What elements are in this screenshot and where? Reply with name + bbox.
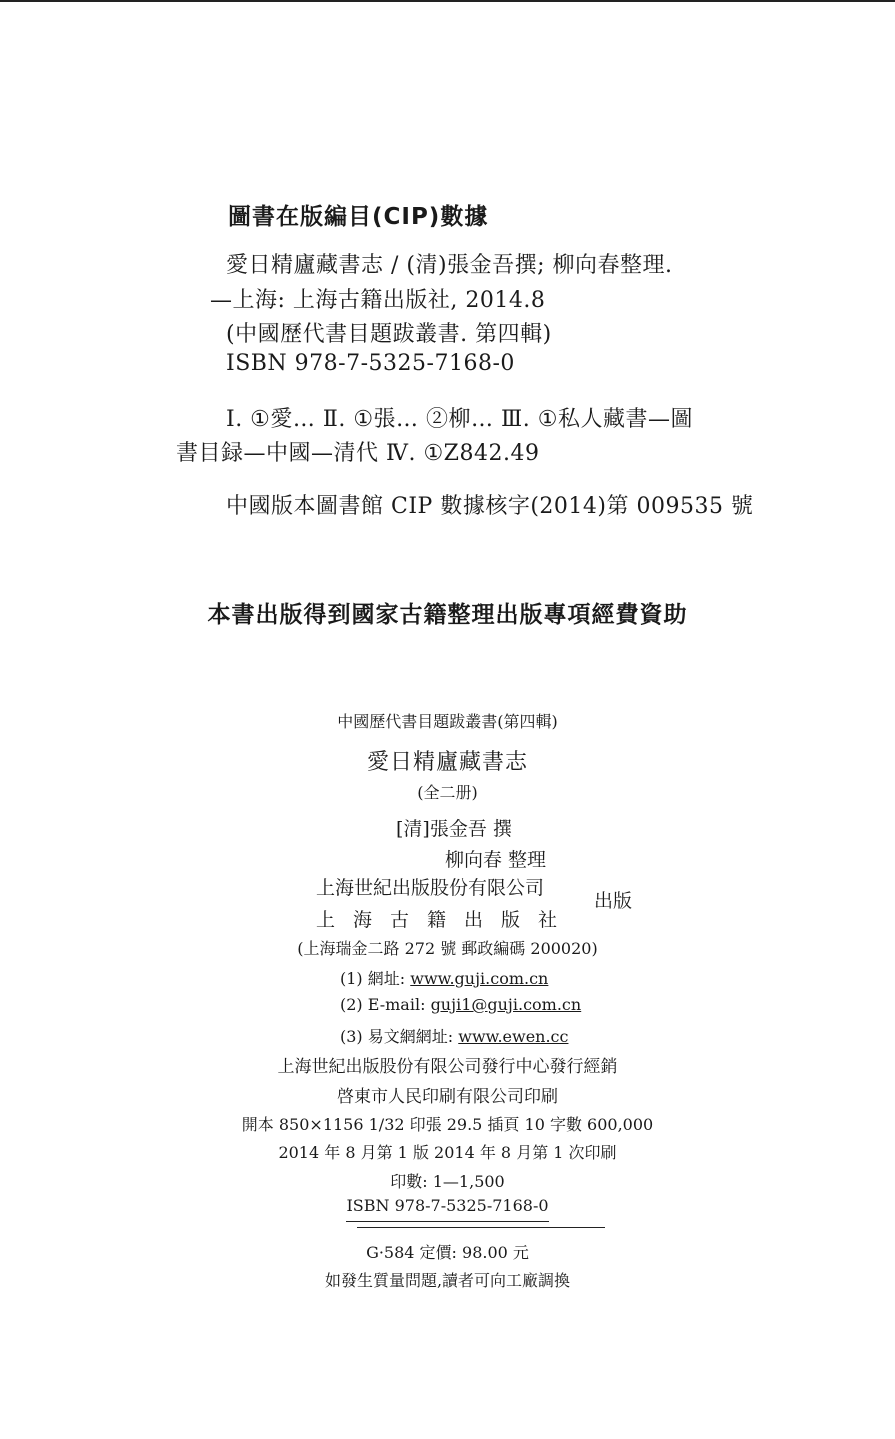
cip-isbn-line: ISBN 978-7-5325-7168-0: [226, 351, 515, 376]
cip-series-line: (中國歷代書目題跋叢書. 第四輯): [226, 322, 552, 347]
colophon-publisher-block: [316, 872, 633, 936]
printer-line: 啓東市人民印刷有限公司印刷: [337, 1087, 558, 1107]
email-label: (2) E-mail:: [340, 995, 426, 1014]
quality-note: 如發生質量問題,讀者可向工廠調換: [324, 1271, 571, 1290]
publisher-name: 上海古籍出版社: [316, 909, 576, 931]
published-label: 出版: [594, 890, 633, 912]
cip-subject-line-2: 書目録—中國—清代 Ⅳ. ①Z842.49: [176, 441, 540, 466]
cip-subject-line-1: Ⅰ. ①愛… Ⅱ. ①張… ②柳… Ⅲ. ①私人藏書—圖: [226, 407, 693, 432]
cip-heading: 圖書在版編目(CIP)數據: [228, 204, 489, 230]
colophon-series: 中國歷代書目題跋叢書(第四輯): [337, 712, 558, 731]
print-run-line: 印數: 1—1,500: [390, 1172, 505, 1191]
cip-record-number: 中國版本圖書館 CIP 數據核字(2014)第 009535 號: [226, 494, 754, 519]
cip-publisher-line: —上海: 上海古籍出版社, 2014.8: [210, 288, 546, 313]
publisher-group: 上海世紀出版股份有限公司: [316, 877, 545, 899]
edition-line: 2014 年 8 月第 1 版 2014 年 8 月第 1 次印刷: [278, 1143, 617, 1162]
website-link[interactable]: www.guji.com.cn: [410, 969, 549, 988]
funding-statement: 本書出版得到國家古籍整理出版專項經費資助: [207, 602, 688, 628]
colophon-isbn-line: [0, 1196, 895, 1215]
colophon-book-title: 愛日精廬藏書志: [366, 750, 528, 775]
email-link[interactable]: guji1@guji.com.cn: [430, 995, 582, 1014]
email-line: [340, 995, 581, 1014]
website-label: (1) 網址:: [340, 969, 406, 988]
website-line: [340, 966, 548, 989]
colophon-isbn: ISBN 978-7-5325-7168-0: [346, 1196, 548, 1222]
ewen-line: [340, 1024, 568, 1047]
price-line: G·584 定價: 98.00 元: [366, 1243, 529, 1262]
ewen-label: (3) 易文網網址:: [340, 1027, 454, 1046]
colophon-editor: 柳向春 整理: [445, 849, 547, 871]
isbn-separator-rule: [357, 1227, 605, 1228]
distribution-line: 上海世紀出版股份有限公司發行中心發行經銷: [277, 1057, 618, 1077]
ewen-link[interactable]: www.ewen.cc: [458, 1027, 569, 1046]
specs-line: 開本 850×1156 1/32 印張 29.5 插頁 10 字數 600,000: [241, 1115, 654, 1134]
top-border-rule: [0, 0, 895, 2]
cip-title-line: 愛日精廬藏書志 / (清)張金吾撰; 柳向春整理.: [226, 253, 673, 278]
publisher-address: (上海瑞金二路 272 號 郵政編碼 200020): [297, 939, 598, 958]
colophon-volumes: (全二册): [417, 783, 478, 802]
colophon-author: [清]張金吾 撰: [396, 818, 512, 840]
